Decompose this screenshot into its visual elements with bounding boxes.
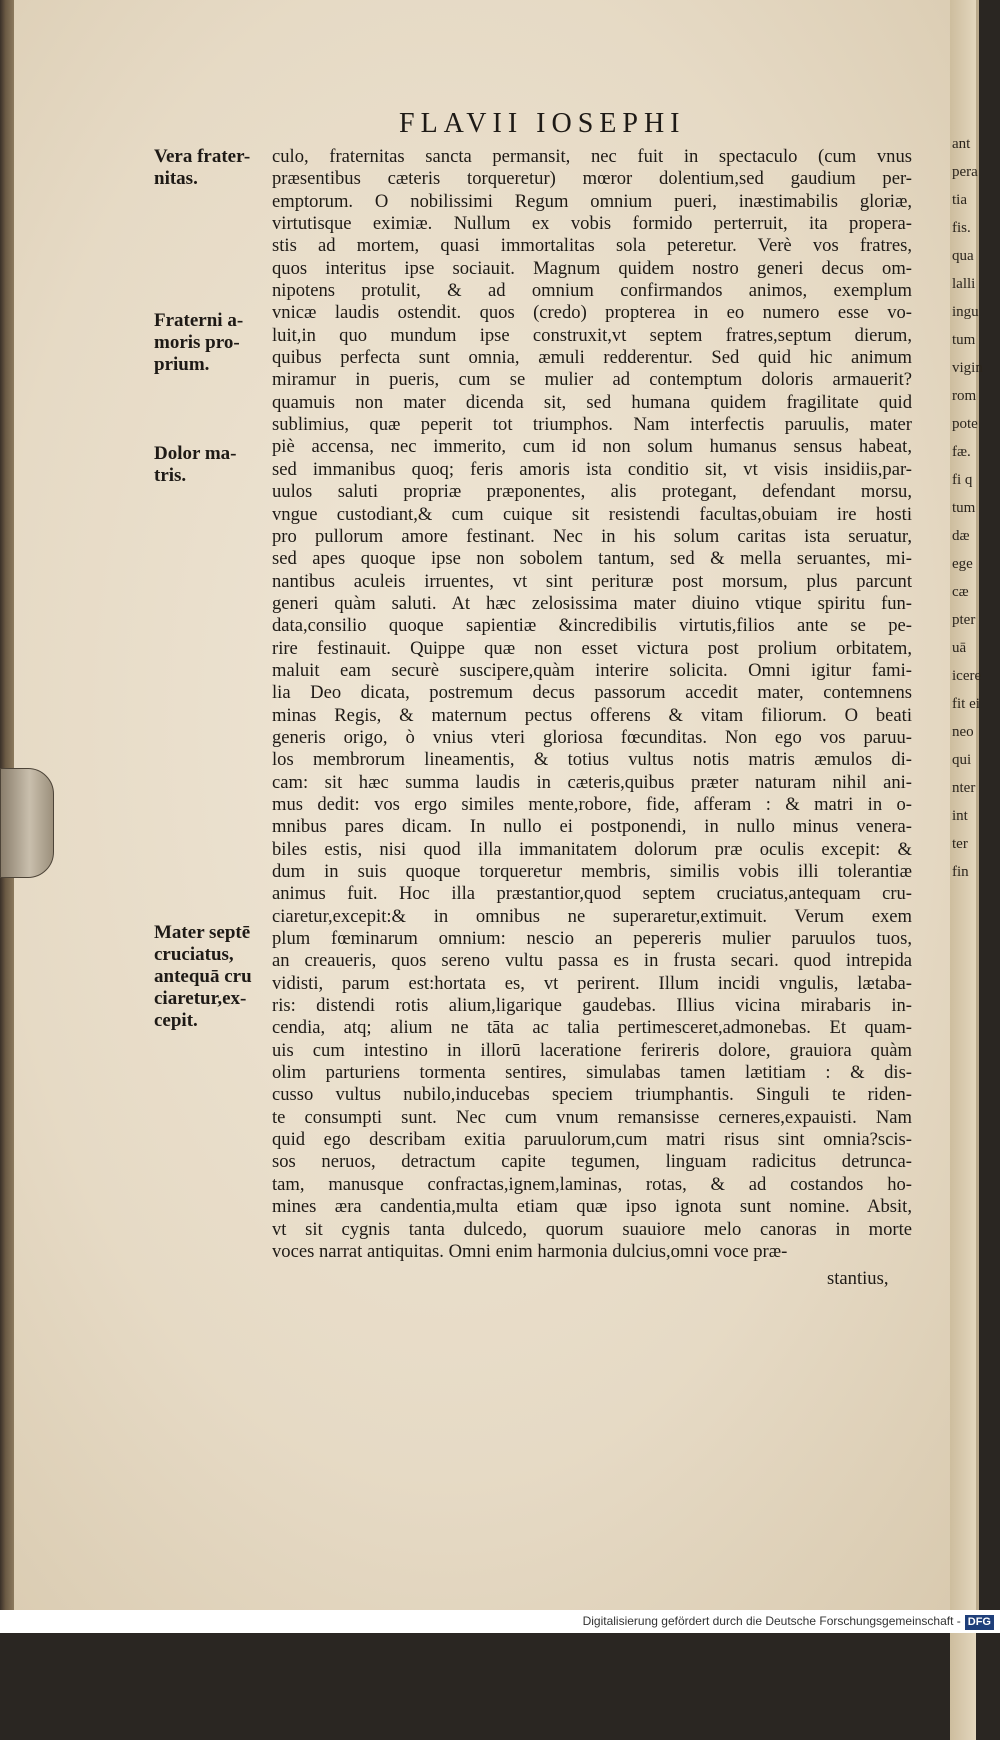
margin-note-line: Mater septē: [154, 922, 251, 943]
body-line: tam, manusque confractas,ignem,laminas, rotas, & ad costandos ho-: [272, 1173, 912, 1195]
body-line: pro pullorum amore festinant. Nec in his solum caritas ista seruatur,: [272, 525, 912, 547]
body-line: piè accensa, nec immerito, cum id non solum humanus sensus habeat,: [272, 436, 912, 458]
facing-page-fragment: lalli: [952, 276, 976, 292]
facing-page-fragment: rom: [952, 388, 977, 404]
facing-page-fragment: neo: [952, 724, 974, 740]
body-line: generis origo, ò vnius vteri gloriosa fœcunditas. Non ego vos paruu-: [272, 726, 912, 748]
body-line: miramur in pueris, cum se mulier ad contemptum doloris armauerit?: [272, 369, 912, 391]
footer: [0, 1610, 1000, 1633]
body-line: luit,in quo mundum ipse construxit,vt septem fratres,septum dierum,: [272, 324, 912, 346]
margin-note: [154, 922, 276, 1032]
facing-page-fragment: uā: [952, 640, 967, 656]
facing-page-fragment: pote: [952, 416, 978, 432]
body-line: sed apes quoque ipse non sobolem tantum, sed & mella seruantes, mi-: [272, 548, 912, 570]
margin-note-line: moris pro-: [154, 332, 240, 353]
facing-page-fragment: nter: [952, 780, 976, 796]
body-line: plum fœminarum omnium: nescio an pepereris mulier paruulos tuos,: [272, 928, 912, 950]
facing-page-fragment: qua: [952, 248, 974, 264]
facing-page-fragment: int: [952, 808, 968, 824]
body-line: vt sit cygnis tanta dulcedo, quorum suauiore melo canoras in morte: [272, 1218, 912, 1240]
body-line: virtutisque eximiæ. Nullum ex vobis formido perterruit, ita propera-: [272, 213, 912, 235]
body-line: animus fuit. Hoc illa præstantior,quod septem cruciatus,antequam cru-: [272, 883, 912, 905]
margin-note-line: Vera frater-: [154, 146, 251, 167]
book-clip: [0, 768, 54, 878]
catchword: stantius,: [827, 1268, 889, 1289]
body-line: uulos saluti propriæ præponentes, alis protegant, defendant morsu,: [272, 481, 912, 503]
margin-note-line: ciaretur,ex-: [154, 988, 247, 1009]
body-line: uis cum intestino in illorū laceratione ferireris dolore, grauiora quàm: [272, 1039, 912, 1061]
facing-page-fragment: vigin: [952, 360, 983, 376]
body-line: stis ad mortem, quasi immortalitas sola peteretur. Verè vos fratres,: [272, 235, 912, 257]
facing-page-fragment: fin: [952, 864, 969, 880]
facing-page-fragment: pter: [952, 612, 976, 628]
facing-page-fragment: ant: [952, 136, 971, 152]
body-line: voces narrat antiquitas. Omni enim harmonia dulcius,omni voce præ-: [272, 1240, 788, 1262]
body-line: emptorum. O nobilissimi Regum omnium pueri, inæstimabilis gloriæ,: [272, 190, 912, 212]
body-text: [272, 146, 912, 1263]
facing-page-fragment: icere: [952, 668, 982, 684]
dfg-logo: DFG: [965, 1615, 994, 1630]
margin-note-line: tris.: [154, 465, 187, 486]
running-head: FLAVII IOSEPHI: [399, 108, 686, 139]
facing-page-fragment: qui: [952, 752, 972, 768]
margin-note-line: cruciatus,: [154, 944, 234, 965]
body-line: data,consilio quoque sapientiæ &incredibilis virtutis,filios ante se pe-: [272, 615, 912, 637]
body-line: rire festinauit. Quippe quæ non esset victura post prolium orbitatem,: [272, 637, 912, 659]
margin-note-line: Fraterni a-: [154, 310, 244, 331]
margin-note-line: prium.: [154, 354, 210, 375]
body-line: nipotens protulit, & ad omnium confirmandos animos, exemplum: [272, 280, 912, 302]
body-line: te consumpti sunt. Nec cum vnum remansisse cerneres,expauisti. Nam: [272, 1106, 912, 1128]
facing-page-fragment: ter: [952, 836, 968, 852]
body-line: olim parturiens tormenta sentires, simulabas tamen lætitiam : & dis-: [272, 1062, 912, 1084]
body-line: biles estis, nisi quod illa immanitatem dolorum præ oculis excepit: &: [272, 838, 912, 860]
margin-note: [154, 146, 276, 190]
body-line: sed immanibus quoq; feris amoris ista conditio sit, vt visis insidiis,par-: [272, 458, 912, 480]
book-page: [14, 0, 983, 1610]
facing-page-fragment: ege: [952, 556, 973, 572]
facing-page-fragment: fit ei: [952, 696, 980, 712]
body-line: cam: sit hæc summa laudis in cæteris,quibus præter naturam nihil ani-: [272, 771, 912, 793]
footer-credit: Digitalisierung gefördert durch die Deutsche Forschungsgemeinschaft -: [582, 1614, 961, 1628]
body-line: minas Regis, & maternum pectus offerens & vitam filiorum. O beati: [272, 704, 912, 726]
body-line: culo, fraternitas sancta permansit, nec fuit in spectaculo (cum vnus: [272, 146, 912, 167]
body-line: dum in suis quoque torqueretur membris, similis vobis illi tolerantiæ: [272, 861, 912, 882]
body-line: quamuis non mater dicenda sit, sed humana quidem fragilitate quid: [272, 391, 912, 413]
facing-page-fragment: tia: [952, 192, 967, 208]
facing-page-fragment: cæ: [952, 584, 969, 600]
body-line: los membrorum lineamentis, & totius vultus notis matris æmulos di-: [272, 749, 912, 771]
body-line: ris: distendi rotis alium,ligarique gaudebas. Illius vicina mirabaris in-: [272, 995, 912, 1017]
body-line: vngue custodiant,& cum cuique sit resistendi facultas,obuiam ire hosti: [272, 503, 912, 525]
body-line: maluit eam securè suscipere,quàm interire solicita. Omni igitur fami-: [272, 659, 912, 681]
facing-page-fragment: fi q: [952, 472, 973, 488]
facing-page-fragment: tum: [952, 500, 976, 516]
body-line: mus dedit: vos ergo similes mente,robore, fide, afferam : & matri in o-: [272, 793, 912, 815]
margin-note-line: cepit.: [154, 1010, 198, 1031]
margin-note-line: antequā cru: [154, 966, 252, 987]
facing-page-fragment: pera: [952, 164, 978, 180]
margin-note-line: Dolor ma-: [154, 443, 237, 464]
body-line: quibus perfecta sunt omnia, æmuli redderentur. Sed quid hic animum: [272, 347, 912, 369]
facing-page-fragment: ingu: [952, 304, 979, 320]
margin-note: [154, 310, 276, 376]
body-line: an creaueris, quos sereno vultu passa es in frusta secari. quod intrepida: [272, 950, 912, 972]
facing-page-fragment: fæ.: [952, 444, 971, 460]
body-line: ciaretur,excepit:& in omnibus ne superaretur,extimuit. Verum exem: [272, 905, 912, 927]
margin-note: [154, 443, 276, 487]
margin-note-line: nitas.: [154, 168, 198, 189]
body-line: vnicæ laudis ostendit. quos (credo) propterea in eo numero esse vo-: [272, 302, 912, 324]
facing-page-fragment: dæ: [952, 528, 970, 544]
body-line: cendia, atq; alium ne tāta ac talia pertimesceret,admonebas. Et quam-: [272, 1017, 912, 1039]
body-line: mines æra candentia,multa etiam quæ ipso ignota sunt nomine. Absit,: [272, 1196, 912, 1218]
body-line: mnibus pares dicam. In nullo ei postponendi, in nullo minus venera-: [272, 816, 912, 838]
body-line: nantibus aculeis irruentes, vt sint perituræ post morsum, plus parcunt: [272, 570, 912, 592]
body-line: sublimius, quæ peperit tot triumphos. Nam interfectis paruulis, mater: [272, 414, 912, 436]
facing-page-fragment: tum: [952, 332, 976, 348]
body-line: sos neruos, detractum capite tegumen, linguam radicitus detrunca-: [272, 1151, 912, 1173]
body-line: vidisti, parum est:hortata es, vt perirent. Illum incidi vngulis, lætaba-: [272, 972, 912, 994]
body-line: lia Deo dicata, postremum decus passorum accedit mater, contemnens: [272, 682, 912, 704]
body-line: generi quàm saluti. At hæc zelosissima mater diuino vtique spiritu fun-: [272, 592, 912, 614]
body-line: cusso vultus nubilo,inducebas speciem triumphantis. Singuli te riden-: [272, 1084, 912, 1106]
body-line: quid ego describam exitia paruulorum,cum matri risus sint omnia?scis-: [272, 1129, 912, 1151]
facing-page-fragment: fis.: [952, 220, 971, 236]
body-line: quos interitus ipse sociauit. Magnum quidem nostro generi decus om-: [272, 257, 912, 279]
body-line: præsentibus cæteris torqueretur) mœror dolentium,sed gaudium per-: [272, 168, 912, 190]
